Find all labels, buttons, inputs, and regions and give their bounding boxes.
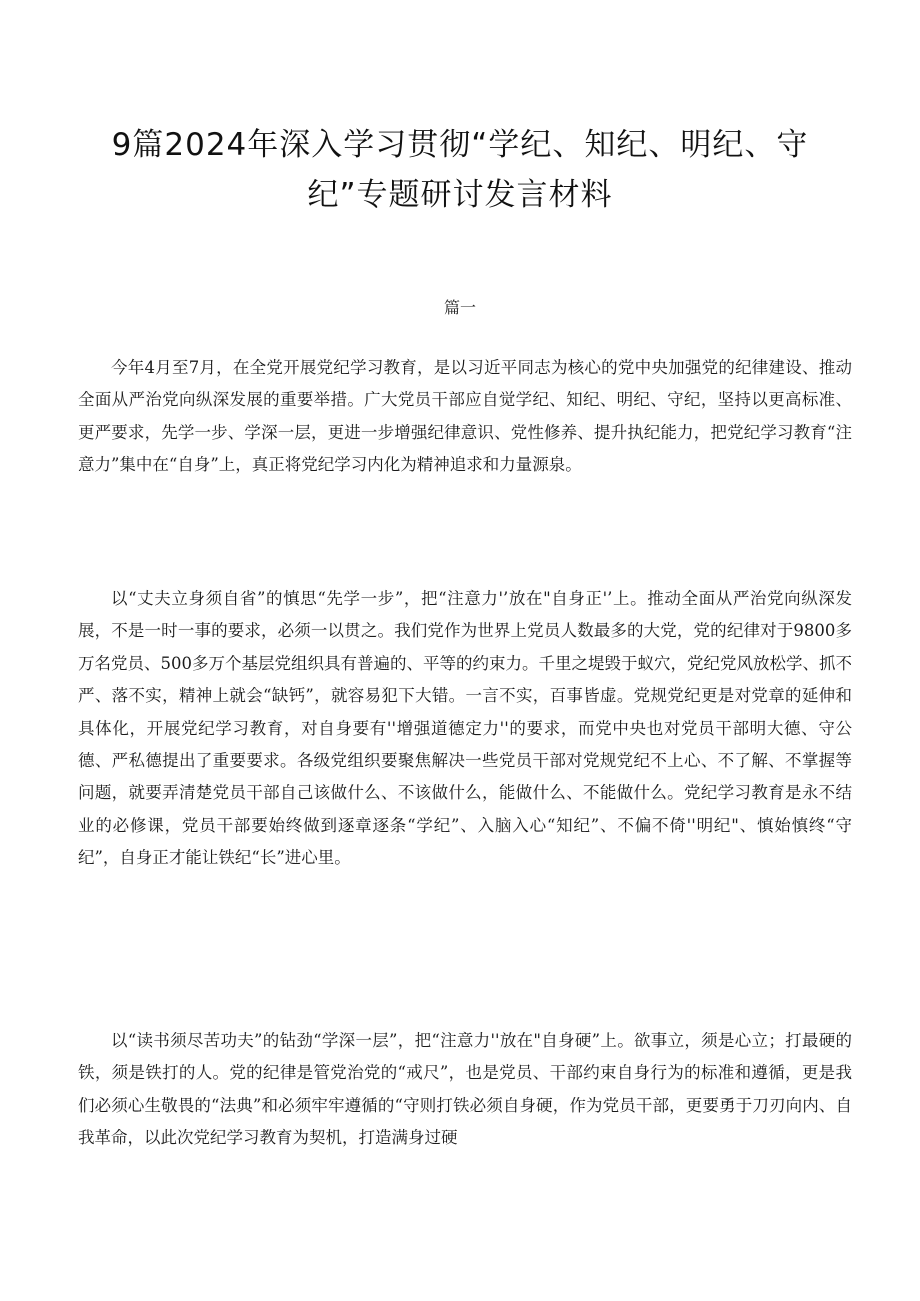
document-title: 9篇2024年深入学习贯彻“学纪、知纪、明纪、守纪”专题研讨发言材料 — [111, 127, 809, 213]
paragraph-3: 以“读书须尽苦功夫”的钻劲“学深一层”，把“注意力''放在"自身硬”上。欲事立，须是心立；打最硬的铁，须是铁打的人。党的纪律是管党治党的“戒尺”，也是党员、干部约束自身行为的标准和遵循，更是我们必须心生敬畏的“法典”和必须牢牢遵循的“守则打铁必须自身硬，作为党员干部，更要勇于刀刃向内、自我革命，以此次党纪学习教育为契机，打造满身过硬 — [78, 1031, 852, 1148]
paragraph-1: 今年4月至7月，在全党开展党纪学习教育，是以习近平同志为核心的党中央加强党的纪律建设、推动全面从严治党向纵深发展的重要举措。广大党员干部应自觉学纪、知纪、明纪、守纪，坚持以更高标准、更严要求，先学一步、学深一层，更进一步增强纪律意识、党性修养、提升执纪能力，把党纪学习教育“注意力”集中在“自身”上，真正将党纪学习内化为精神追求和力量源泉。 — [78, 358, 852, 475]
paragraph-2: 以“丈夫立身须自省”的慎思“先学一步”，把“注意力'’放在"自身正'’上。推动全面从严治党向纵深发展，不是一时一事的要求，必须一以贯之。我们党作为世界上党员人数最多的大党，党的纪律对于9800多万名党员、500多万个基层党组织具有普遍的、平等的约束力。千里之堤毁于蚁穴，党纪党风放松学、抓不严、落不实，精神上就会“缺钙”，就容易犯下大错。一言不实，百事皆虚。党规党纪更是对党章的延伸和具体化，开展党纪学习教育，对自身要有''增强道德定力''的要求，而党中央也对党员干部明大德、守公德、严私德提出了重要要求。各级党组织要聚焦解决一些党员干部对党规党纪不上心、不了解、不掌握等问题，就要弄清楚党员干部自己该做什么、不该做什么，能做什么、不能做什么。党纪学习教育是永不结业的必修课，党员干部要始终做到逐章逐条“学纪”、入脑入心“知纪”、不偏不倚''明纪"、慎始慎终“守纪”，自身正才能让铁纪“长”进心里。 — [78, 589, 852, 868]
section-heading: 篇一 — [443, 298, 476, 317]
